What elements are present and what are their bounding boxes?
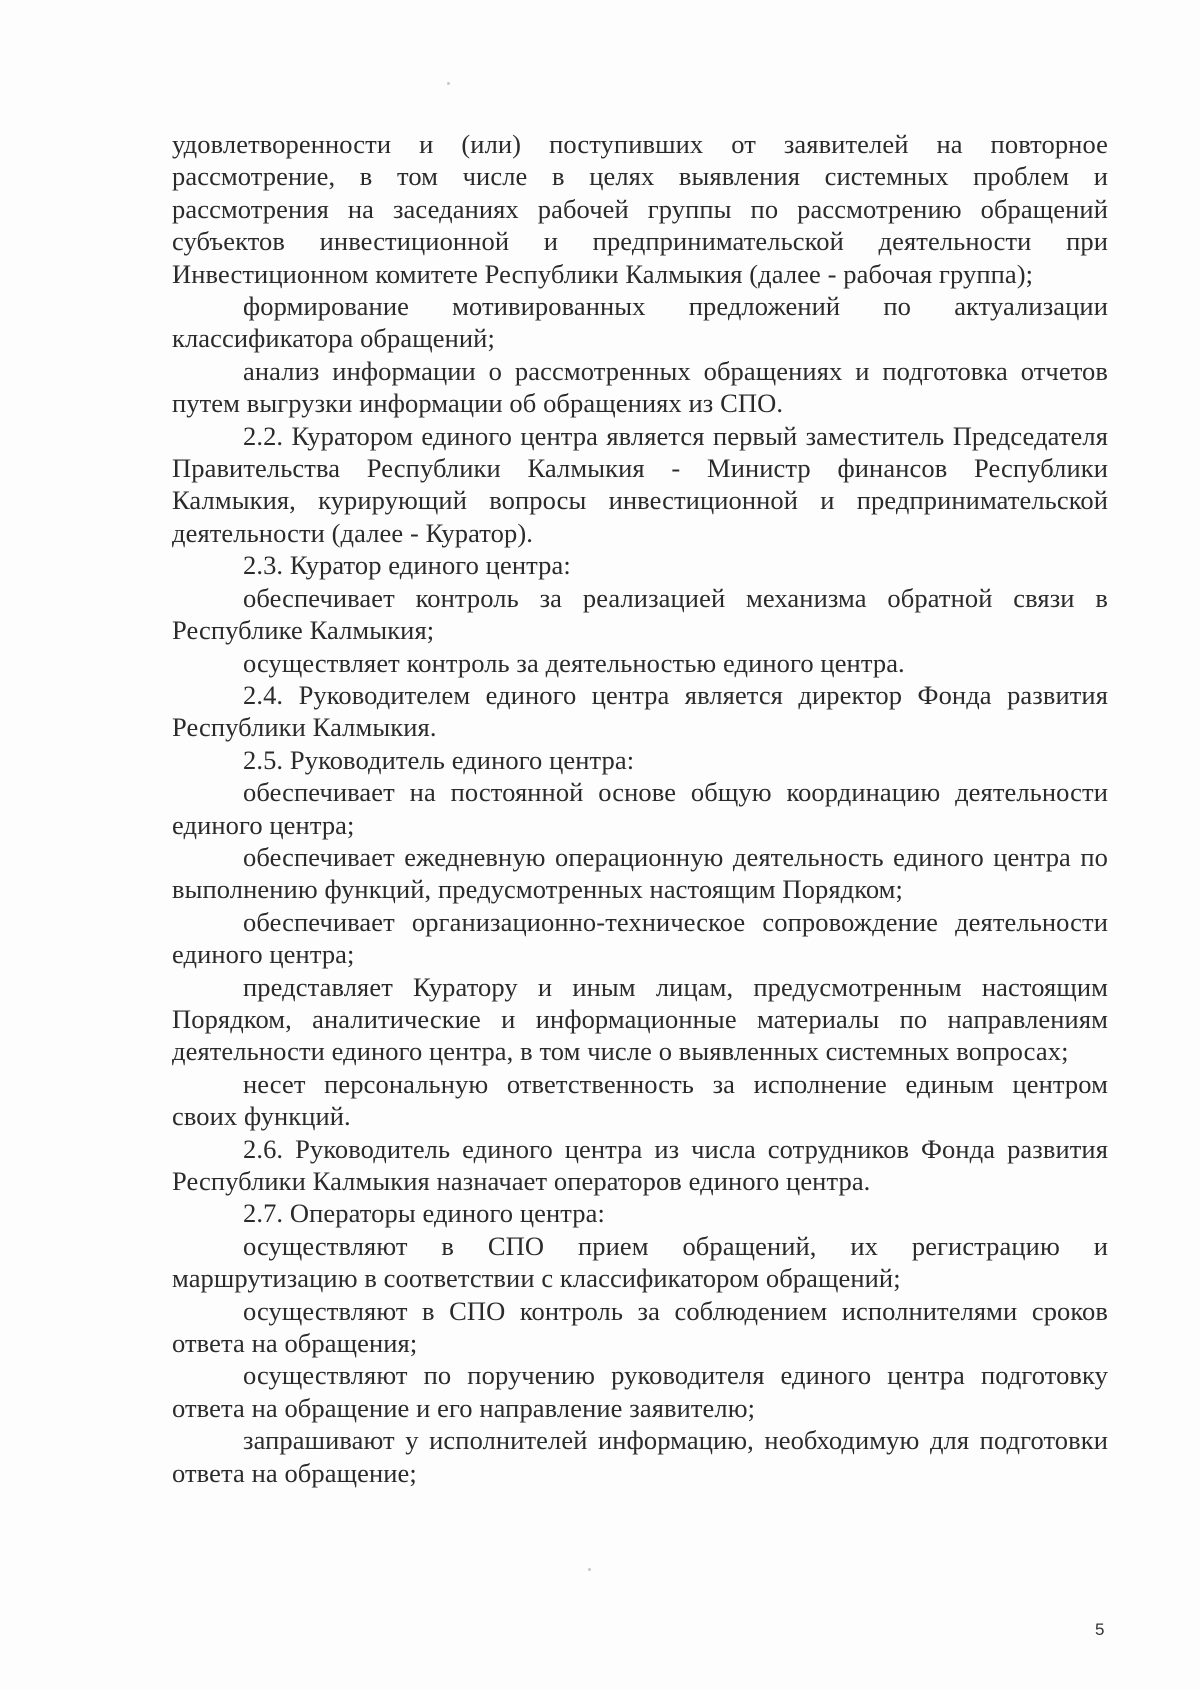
paragraph: несет персональную ответственность за исполнение единым центром своих функций. — [172, 1068, 1108, 1132]
paragraph: осуществляет контроль за деятельностью единого центра. — [243, 647, 905, 678]
scan-speck — [447, 82, 450, 85]
paragraph: представляет Куратору и иным лицам, предусмотренным настоящим Порядком, аналитические и информационные материалы по направлениям деятельности единого центра, в том числе о выявленных системных вопросах; — [172, 971, 1108, 1067]
paragraph: 2.5. Руководитель единого центра: — [243, 744, 635, 775]
paragraph: 2.7. Операторы единого центра: — [243, 1198, 605, 1229]
paragraph: обеспечивает на постоянной основе общую координацию деятельности единого центра; — [172, 777, 1108, 840]
paragraph: анализ информации о рассмотренных обращениях и подготовка отчетов путем выгрузки информации об обращениях из СПО. — [172, 355, 1108, 419]
page-number: 5 — [1095, 1620, 1105, 1639]
paragraph: осуществляют в СПО контроль за соблюдением исполнителями сроков ответа на обращения; — [172, 1295, 1108, 1359]
document-body — [172, 128, 1108, 1489]
paragraph: запрашивают у исполнителей информацию, необходимую для подготовки ответа на обращение; — [172, 1425, 1108, 1488]
scan-speck — [588, 1568, 591, 1571]
paragraph: 2.3. Куратор единого центра: — [243, 550, 571, 581]
paragraph: осуществляют по поручению руководителя единого центра подготовку ответа на обращение и его направление заявителю; — [172, 1360, 1108, 1423]
paragraph: 2.4. Руководителем единого центра является директор Фонда развития Республики Калмыкия. — [172, 679, 1108, 743]
paragraph: обеспечивает ежедневную операционную деятельность единого центра по выполнению функций, предусмотренных настоящим Порядком; — [172, 841, 1108, 905]
paragraph: 2.6. Руководитель единого центра из числа сотрудников Фонда развития Республики Калмыкия назначает операторов единого центра. — [172, 1133, 1108, 1196]
paragraph: обеспечивает контроль за реализацией механизма обратной связи в Республике Калмыкия; — [172, 582, 1108, 646]
paragraph: удовлетворенности и (или) поступивших от заявителей на повторное рассмотрение, в том числе в целях выявления системных проблем и рассмотрения на заседаниях рабочей группы по рассмотрению обращений субъектов инвестиционной и предпринимательской деятельности при Инвестиционном комитете Республики Калмыкия (далее - рабочая группа); — [172, 129, 1108, 289]
paragraph: 2.2. Куратором единого центра является первый заместитель Председателя Правительства Республики Калмыкия - Министр финансов Республики Калмыкия, курирующий вопросы инвестиционной и предпринимательской деятельности (далее - Куратор). — [172, 420, 1108, 548]
paragraph: обеспечивает организационно-техническое сопровождение деятельности единого центра; — [172, 906, 1108, 970]
paragraph: формирование мотивированных предложений по актуализации классификатора обращений; — [172, 291, 1108, 354]
paragraph: осуществляют в СПО прием обращений, их регистрацию и маршрутизацию в соответствии с классификатором обращений; — [172, 1230, 1108, 1294]
